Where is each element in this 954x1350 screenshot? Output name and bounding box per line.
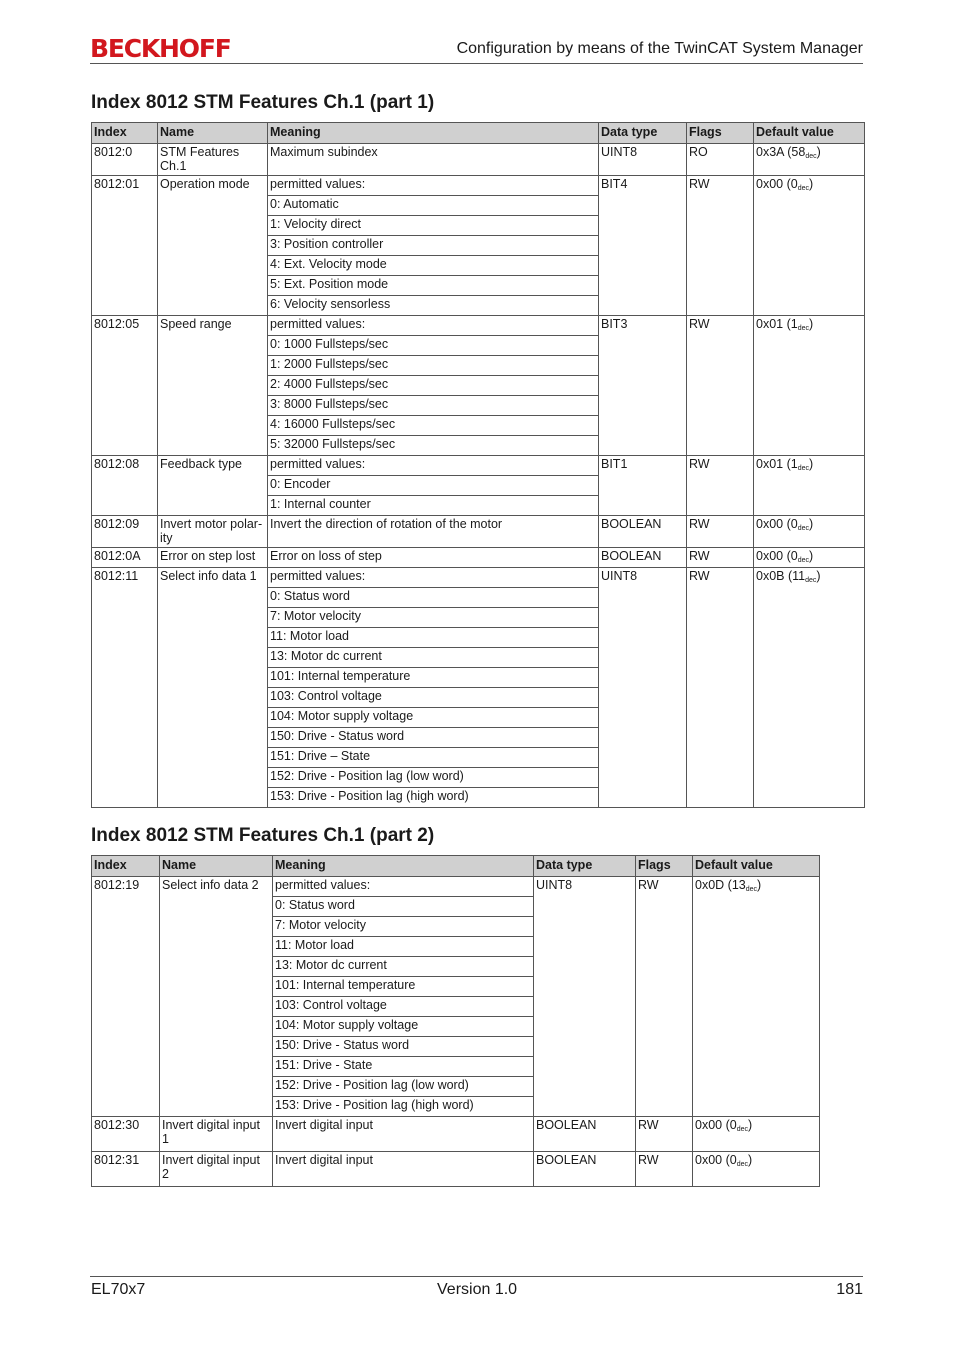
data-type-cell: BOOLEAN: [599, 516, 687, 548]
meaning-cell: permitted values:: [268, 316, 599, 336]
meaning-cell: 5: 32000 Fullsteps/sec: [268, 436, 599, 456]
flags-cell: RW: [687, 176, 754, 316]
meaning-cell: Invert the direction of rotation of the motor: [268, 516, 599, 548]
meaning-cell: Error on loss of step: [268, 548, 599, 568]
index-cell: 8012:31: [92, 1152, 160, 1187]
column-header: Meaning: [273, 856, 534, 877]
default-value-close: ): [816, 145, 821, 159]
meaning-cell: 153: Drive - Position lag (high word): [273, 1097, 534, 1117]
meaning-cell: permitted values:: [268, 456, 599, 476]
table-row: [92, 568, 865, 588]
index-cell: 8012:11: [92, 568, 158, 808]
default-value-base: dec: [745, 886, 758, 893]
default-value: 0x0D (13: [695, 878, 746, 892]
table-row: [92, 176, 865, 196]
default-value-base: dec: [805, 153, 817, 160]
footer-divider: [90, 1276, 863, 1277]
meaning-cell: 103: Control voltage: [268, 688, 599, 708]
meaning-cell: 0: Status word: [268, 588, 599, 608]
name-cell: Invert digital input 1: [160, 1117, 273, 1152]
meaning-cell: 2: 4000 Fullsteps/sec: [268, 376, 599, 396]
name-cell: STM Features Ch.1: [158, 144, 268, 176]
header-divider: [90, 63, 863, 64]
index-cell: 8012:0: [92, 144, 158, 176]
default-value-close: ): [748, 1153, 753, 1167]
default-value-cell: [693, 1117, 820, 1152]
meaning-cell: 150: Drive - Status word: [273, 1037, 534, 1057]
data-type-cell: UINT8: [534, 877, 636, 1117]
meaning-cell: 104: Motor supply voltage: [273, 1017, 534, 1037]
default-value-base: dec: [797, 185, 809, 192]
data-type-cell: BOOLEAN: [534, 1117, 636, 1152]
default-value-close: ): [757, 878, 762, 892]
meaning-cell: 153: Drive - Position lag (high word): [268, 788, 599, 808]
meaning-cell: permitted values:: [268, 568, 599, 588]
flags-cell: RW: [687, 456, 754, 516]
column-header: Name: [158, 123, 268, 144]
meaning-cell: 152: Drive - Position lag (low word): [273, 1077, 534, 1097]
default-value: 0x00 (0: [695, 1118, 737, 1132]
default-value-close: ): [748, 1118, 753, 1132]
data-type-cell: BIT3: [599, 316, 687, 456]
default-value-close: ): [809, 517, 814, 531]
name-cell: Feedback type: [158, 456, 268, 516]
flags-cell: RW: [687, 316, 754, 456]
column-header: Index: [92, 123, 158, 144]
meaning-cell: 1: Velocity direct: [268, 216, 599, 236]
default-value-cell: [754, 568, 865, 808]
meaning-cell: 0: 1000 Fullsteps/sec: [268, 336, 599, 356]
default-value-cell: [754, 316, 865, 456]
default-value-cell: [693, 877, 820, 1117]
meaning-cell: 7: Motor velocity: [273, 917, 534, 937]
meaning-cell: 0: Automatic: [268, 196, 599, 216]
table-row: [92, 1152, 820, 1187]
column-header: Default value: [693, 856, 820, 877]
section-heading-part-2: Index 8012 STM Features Ch.1 (part 2): [91, 825, 435, 846]
name-cell: Operation mode: [158, 176, 268, 316]
table-row: [92, 548, 865, 568]
index-cell: 8012:30: [92, 1117, 160, 1152]
flags-cell: RW: [636, 1117, 693, 1152]
meaning-cell: 0: Status word: [273, 897, 534, 917]
parameter-table-part-1: [91, 122, 865, 808]
default-value-close: ): [809, 457, 814, 471]
name-cell: Invert digital input 2: [160, 1152, 273, 1187]
meaning-cell: permitted values:: [273, 877, 534, 897]
data-type-cell: UINT8: [599, 568, 687, 808]
meaning-cell: 152: Drive - Position lag (low word): [268, 768, 599, 788]
meaning-cell: 104: Motor supply voltage: [268, 708, 599, 728]
data-type-cell: UINT8: [599, 144, 687, 176]
meaning-cell: 1: 2000 Fullsteps/sec: [268, 356, 599, 376]
meaning-cell: 4: Ext. Velocity mode: [268, 256, 599, 276]
default-value-base: dec: [736, 1126, 748, 1133]
table-row: [92, 516, 865, 548]
default-value: 0x00 (0: [756, 549, 798, 563]
default-value: 0x01 (1: [756, 457, 798, 471]
default-value: 0x0B (11: [756, 569, 806, 583]
meaning-cell: 3: 8000 Fullsteps/sec: [268, 396, 599, 416]
index-cell: 8012:09: [92, 516, 158, 548]
default-value-close: ): [809, 177, 814, 191]
meaning-cell: 101: Internal temperature: [268, 668, 599, 688]
default-value: 0x00 (0: [756, 517, 798, 531]
name-cell: Select info data 2: [160, 877, 273, 1117]
column-header: Data type: [534, 856, 636, 877]
section-heading-part-1: Index 8012 STM Features Ch.1 (part 1): [91, 92, 435, 113]
table-row: [92, 456, 865, 476]
column-header: Meaning: [268, 123, 599, 144]
flags-cell: RO: [687, 144, 754, 176]
page-header-title: Configuration by means of the TwinCAT System Manager: [456, 40, 863, 57]
table-row: [92, 144, 865, 176]
meaning-cell: 1: Internal counter: [268, 496, 599, 516]
meaning-cell: Invert digital input: [273, 1152, 534, 1187]
name-cell: Speed range: [158, 316, 268, 456]
flags-cell: RW: [636, 877, 693, 1117]
index-cell: 8012:01: [92, 176, 158, 316]
meaning-cell: 6: Velocity sensorless: [268, 296, 599, 316]
default-value: 0x00 (0: [756, 177, 798, 191]
flags-cell: RW: [687, 548, 754, 568]
index-cell: 8012:05: [92, 316, 158, 456]
name-cell: Error on step lost: [158, 548, 268, 568]
column-header: Index: [92, 856, 160, 877]
default-value-cell: [754, 516, 865, 548]
footer-product: EL70x7: [91, 1281, 146, 1298]
data-type-cell: BIT4: [599, 176, 687, 316]
meaning-cell: 101: Internal temperature: [273, 977, 534, 997]
meaning-cell: 103: Control voltage: [273, 997, 534, 1017]
meaning-cell: 151: Drive - State: [273, 1057, 534, 1077]
default-value-base: dec: [805, 577, 817, 584]
beckhoff-logo: BECKHOFF: [90, 34, 231, 63]
meaning-cell: 4: 16000 Fullsteps/sec: [268, 416, 599, 436]
name-cell: Invert motor polar-ity: [158, 516, 268, 548]
column-header: Name: [160, 856, 273, 877]
footer-version: Version 1.0: [437, 1281, 518, 1298]
column-header: Flags: [636, 856, 693, 877]
column-header: Flags: [687, 123, 754, 144]
default-value-close: ): [809, 549, 814, 563]
column-header: Data type: [599, 123, 687, 144]
flags-cell: RW: [687, 516, 754, 548]
table-row: [92, 316, 865, 336]
default-value-cell: [754, 176, 865, 316]
meaning-cell: 3: Position controller: [268, 236, 599, 256]
data-type-cell: BOOLEAN: [599, 548, 687, 568]
default-value-cell: [754, 548, 865, 568]
default-value-base: dec: [797, 525, 809, 532]
default-value: 0x00 (0: [695, 1153, 737, 1167]
index-cell: 8012:0A: [92, 548, 158, 568]
default-value: 0x3A (58: [756, 145, 806, 159]
name-cell: Select info data 1: [158, 568, 268, 808]
data-type-cell: BIT1: [599, 456, 687, 516]
meaning-cell: 150: Drive - Status word: [268, 728, 599, 748]
footer-page-number: 181: [836, 1281, 863, 1298]
default-value-base: dec: [797, 557, 809, 564]
index-cell: 8012:08: [92, 456, 158, 516]
default-value-cell: [754, 144, 865, 176]
default-value-base: dec: [736, 1161, 748, 1168]
table-row: [92, 877, 820, 897]
default-value-close: ): [816, 569, 821, 583]
meaning-cell: 151: Drive – State: [268, 748, 599, 768]
meaning-cell: Maximum subindex: [268, 144, 599, 176]
table-row: [92, 1117, 820, 1152]
parameter-table-part-2: [91, 855, 820, 1187]
default-value-close: ): [809, 317, 814, 331]
meaning-cell: 13: Motor dc current: [273, 957, 534, 977]
meaning-cell: Invert digital input: [273, 1117, 534, 1152]
column-header: Default value: [754, 123, 865, 144]
default-value-cell: [693, 1152, 820, 1187]
meaning-cell: 11: Motor load: [268, 628, 599, 648]
flags-cell: RW: [636, 1152, 693, 1187]
data-type-cell: BOOLEAN: [534, 1152, 636, 1187]
default-value-base: dec: [797, 325, 809, 332]
default-value-base: dec: [797, 465, 809, 472]
meaning-cell: 7: Motor velocity: [268, 608, 599, 628]
index-cell: 8012:19: [92, 877, 160, 1117]
flags-cell: RW: [687, 568, 754, 808]
default-value-cell: [754, 456, 865, 516]
default-value: 0x01 (1: [756, 317, 798, 331]
meaning-cell: 11: Motor load: [273, 937, 534, 957]
meaning-cell: permitted values:: [268, 176, 599, 196]
meaning-cell: 5: Ext. Position mode: [268, 276, 599, 296]
meaning-cell: 0: Encoder: [268, 476, 599, 496]
meaning-cell: 13: Motor dc current: [268, 648, 599, 668]
